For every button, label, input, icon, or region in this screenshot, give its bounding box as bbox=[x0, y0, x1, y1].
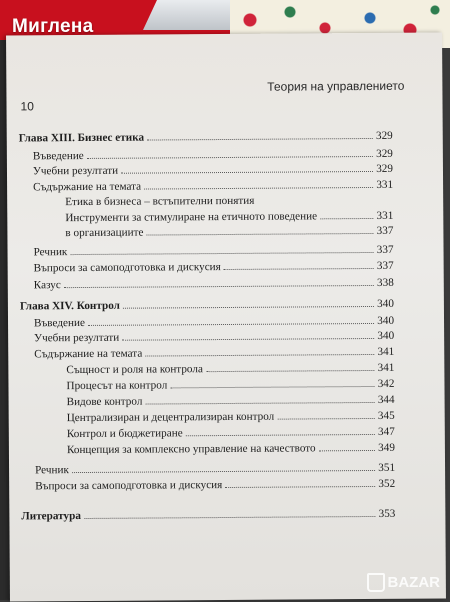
dot-leader bbox=[147, 137, 373, 141]
toc-entry-title: Речник bbox=[35, 464, 69, 477]
toc-entry-title: Въпроси за самоподготовка и дискусия bbox=[33, 261, 221, 275]
shopping-bag-icon bbox=[367, 573, 385, 592]
dot-leader bbox=[70, 251, 373, 255]
dot-leader bbox=[319, 449, 376, 451]
toc-entry-title: Въведение bbox=[33, 316, 85, 330]
toc-entry-title: Въпроси за самоподготовка и дискусия bbox=[35, 479, 223, 493]
toc-entry bbox=[33, 180, 393, 194]
toc-entry-title: Речник bbox=[33, 246, 68, 259]
toc-entry bbox=[33, 149, 393, 163]
toc-entry bbox=[66, 363, 394, 376]
toc-chapter bbox=[20, 299, 394, 313]
toc-entry bbox=[67, 427, 395, 440]
toc-entry-title: Литература bbox=[21, 510, 81, 523]
toc-entry-title: Инструменти за стимулиране на етичното поведение bbox=[65, 210, 318, 225]
toc-entry-title: Глава XIV. Контрол bbox=[19, 299, 120, 313]
toc-entry bbox=[67, 395, 395, 408]
toc-entry bbox=[65, 226, 393, 239]
toc-entry-page: 351 bbox=[378, 461, 396, 474]
toc-entry bbox=[34, 278, 394, 292]
toc-entry-title: Учебни резултати bbox=[34, 331, 120, 345]
toc-entry-page: 340 bbox=[377, 329, 395, 342]
toc-entry bbox=[66, 379, 394, 392]
toc-entry-page: 352 bbox=[378, 477, 396, 490]
dot-leader bbox=[170, 385, 374, 388]
toc-entry-page: 340 bbox=[377, 297, 394, 310]
toc-entry-page: 338 bbox=[376, 276, 394, 289]
toc-entry-page: 340 bbox=[377, 314, 395, 327]
toc-entry-title: Същност и роля на контрола bbox=[66, 363, 203, 377]
dot-leader bbox=[72, 469, 375, 473]
dot-leader bbox=[320, 217, 373, 219]
toc-entry-title: в организациите bbox=[65, 226, 144, 240]
dot-leader bbox=[144, 186, 373, 190]
dot-leader bbox=[121, 170, 373, 174]
toc-entry bbox=[34, 261, 394, 275]
toc-entry-page: 341 bbox=[377, 345, 395, 358]
dot-leader bbox=[87, 155, 373, 159]
toc-entry bbox=[33, 164, 393, 178]
toc-entry bbox=[67, 443, 395, 456]
toc-entry-title: Въведение bbox=[32, 149, 84, 163]
toc-entry-title: Етика в бизнеса – встъпителни понятия bbox=[65, 194, 255, 209]
toc-entry-page: 345 bbox=[377, 409, 395, 422]
toc-entry-title: Съдържание на темата bbox=[33, 180, 142, 194]
toc-entry-page: 337 bbox=[376, 259, 394, 272]
toc-entry bbox=[65, 195, 393, 208]
dot-leader bbox=[206, 369, 375, 372]
toc-entry-page: 331 bbox=[376, 178, 394, 191]
toc-chapter bbox=[19, 131, 393, 145]
toc-entry bbox=[34, 245, 394, 259]
toc-entry-page: 353 bbox=[378, 507, 396, 520]
toc-entry-title: Процесът на контрол bbox=[66, 379, 168, 393]
dot-leader bbox=[145, 401, 374, 405]
dot-leader bbox=[84, 515, 376, 519]
toc-entry-page: 329 bbox=[375, 129, 393, 142]
toc-entry-page: 344 bbox=[377, 393, 395, 406]
toc-entry bbox=[35, 463, 395, 477]
toc-entry-page: 331 bbox=[376, 209, 394, 222]
toc-entry bbox=[34, 347, 394, 361]
bazar-watermark bbox=[367, 573, 441, 592]
dot-leader bbox=[224, 267, 374, 270]
toc-entry bbox=[35, 479, 395, 493]
toc-entry-title: Учебни резултати bbox=[32, 164, 119, 178]
running-head: Теория на управлението bbox=[267, 78, 405, 94]
dot-leader bbox=[123, 305, 374, 309]
dot-leader bbox=[88, 322, 374, 326]
toc-entry-page: 329 bbox=[376, 147, 393, 160]
dot-leader bbox=[145, 353, 374, 357]
dot-leader bbox=[146, 232, 373, 236]
toc-entry-page: 349 bbox=[378, 441, 395, 454]
dot-leader bbox=[186, 433, 375, 436]
toc-entry-title: Казус bbox=[33, 279, 61, 292]
toc-entry-title: Глава XIII. Бизнес етика bbox=[18, 131, 145, 145]
toc-entry-page: 337 bbox=[376, 224, 394, 237]
toc-entry-page: 342 bbox=[377, 377, 395, 390]
page-number: 10 bbox=[20, 99, 34, 114]
toc-entry-title: Концепция за комплексно управление на качеството bbox=[66, 442, 316, 457]
toc-entry-title: Съдържание на темата bbox=[34, 347, 143, 361]
dot-leader bbox=[257, 202, 390, 204]
toc-entry-title: Видове контрол bbox=[66, 395, 143, 409]
toc-entry bbox=[34, 331, 394, 345]
dot-leader bbox=[64, 284, 374, 288]
dot-leader bbox=[225, 485, 375, 488]
watermark-text: BAZAR bbox=[387, 574, 440, 591]
toc-entry-page: 341 bbox=[377, 361, 395, 374]
book-page bbox=[6, 32, 446, 601]
toc-entry-title: Контрол и бюджетиране bbox=[66, 427, 183, 441]
toc-entry bbox=[65, 211, 393, 224]
toc-chapter bbox=[21, 509, 395, 523]
dot-leader bbox=[277, 417, 375, 420]
toc-entry-title: Централизиран и децентрализиран контрол bbox=[66, 410, 275, 425]
toc-entry-page: 337 bbox=[376, 243, 394, 256]
toc-entry-page: 347 bbox=[377, 425, 395, 438]
toc-entry bbox=[34, 316, 394, 330]
seller-name: Миглена bbox=[12, 16, 94, 37]
toc-entry bbox=[67, 411, 395, 424]
toc-entry-page: 329 bbox=[376, 162, 394, 175]
dot-leader bbox=[122, 337, 374, 341]
